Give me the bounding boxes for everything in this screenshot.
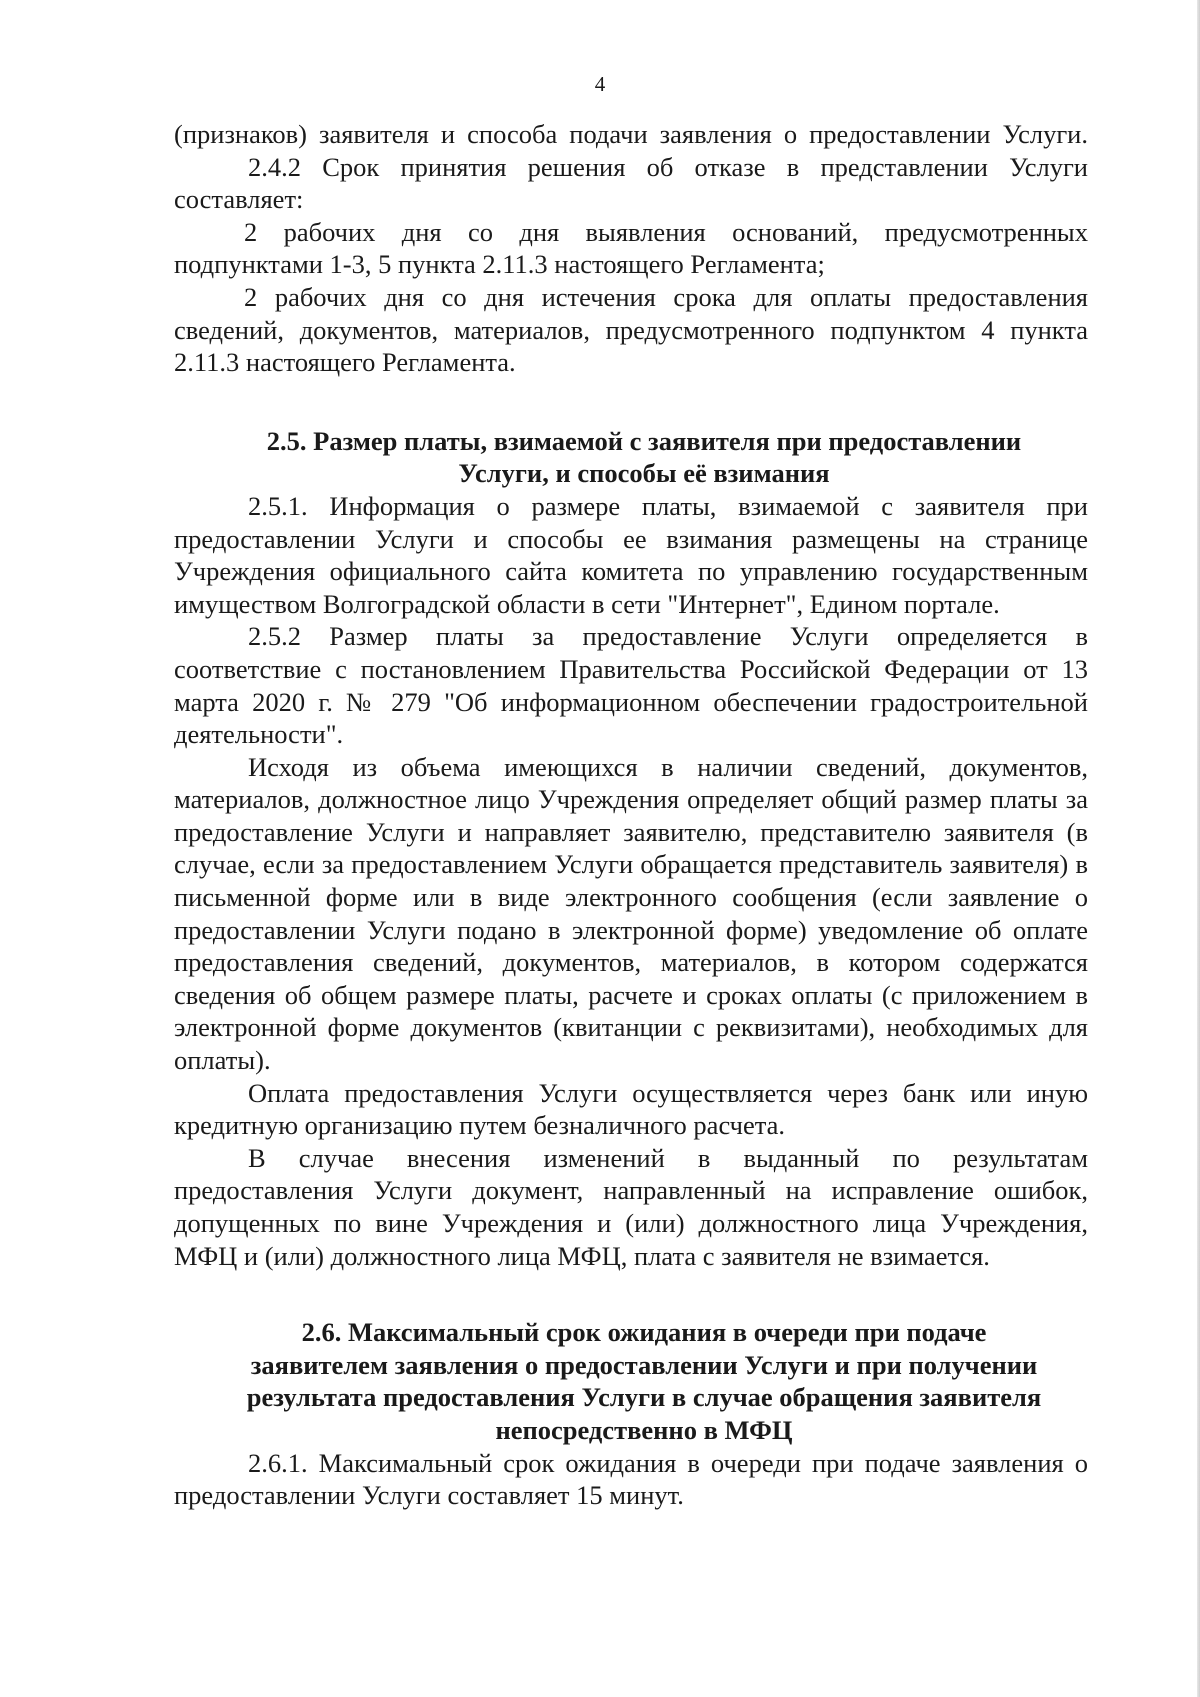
paragraph-no-fee-corrections: В случае внесения изменений в выданный по результатам предоставления Услуги документ, направленный на исправление ошибок, допущенных по вине Учреждения и (или) должностного лица Учреждения, МФЦ и (или) должностного лица МФЦ, плата с заявителя не взимается.: [174, 1142, 1088, 1271]
section-2-5-heading-line1: 2.5. Размер платы, взимаемой с заявителя при предоставлении: [266, 425, 1022, 456]
paragraph-2-5-2: 2.5.2 Размер платы за предоставление Услуги определяется в соответствие с постановлением Правительства Российской Федерации от 13 марта 2020 г. № 279 "Об информационном обеспечении градостроительной деятельности".: [174, 621, 1088, 750]
section-2-6-heading: [174, 1316, 1088, 1446]
section-2-6-heading-line4: непосредственно в МФЦ: [495, 1414, 793, 1445]
paragraph-refusal-term-2: 2 рабочих дня со дня истечения срока для оплаты предоставления сведений, документов, материалов, предусмотренного подпунктом 4 пункта 2.11.3 настоящего Регламента.: [174, 281, 1088, 378]
paragraph-2-6-1: 2.6.1. Максимальный срок ожидания в очереди при подаче заявления о предоставлении Услуги составляет 15 минут.: [174, 1447, 1088, 1511]
paragraph-fee-notification: Исходя из объема имеющихся в наличии сведений, документов, материалов, должностное лицо Учреждения определяет общий размер платы за предоставление Услуги и направляет заявителю, представителю заявителя (в случае, если за предоставлением Услуги обращается представитель заявителя) в письменной форме или в виде электронного сообщения (если заявление о предоставлении Услуги подано в электронной форме) уведомление об оплате предоставления сведений, документов, материалов, в котором содержатся сведения об общем размере платы, расчете и сроках оплаты (с приложением в электронной форме документов (квитанции с реквизитами), необходимых для оплаты).: [174, 751, 1088, 1076]
paragraph-continuation: (признаков) заявителя и способа подачи заявления о предоставлении Услуги.: [174, 119, 1088, 149]
section-2-5-heading-line2: Услуги, и способы её взимания: [458, 458, 830, 489]
document-body: [174, 118, 1088, 1512]
section-2-6-heading-line1: 2.6. Максимальный срок ожидания в очереди при подаче: [301, 1317, 987, 1348]
section-2-5-heading: [174, 425, 1088, 490]
page-number: 4: [594, 72, 606, 96]
paragraph-2-4-2: 2.4.2 Срок принятия решения об отказе в представлении Услуги составляет:: [174, 151, 1088, 215]
paragraph-refusal-term-1: 2 рабочих дня со дня выявления оснований, предусмотренных подпунктами 1-3, 5 пункта 2.11.3 настоящего Регламента;: [174, 216, 1088, 280]
paragraph-2-5-1: 2.5.1. Информация о размере платы, взимаемой с заявителя при предоставлении Услуги и способы ее взимания размещены на странице Учреждения официального сайта комитета по управлению государственным имуществом Волгоградской области в сети "Интернет", Едином портале.: [174, 490, 1088, 619]
section-2-6-heading-line3: результата предоставления Услуги в случае обращения заявителя: [246, 1382, 1042, 1413]
paragraph-payment-method: Оплата предоставления Услуги осуществляется через банк или иную кредитную организацию путем безналичного расчета.: [174, 1077, 1088, 1141]
section-2-6-heading-line2: заявителем заявления о предоставлении Услуги и при получении: [250, 1349, 1038, 1380]
